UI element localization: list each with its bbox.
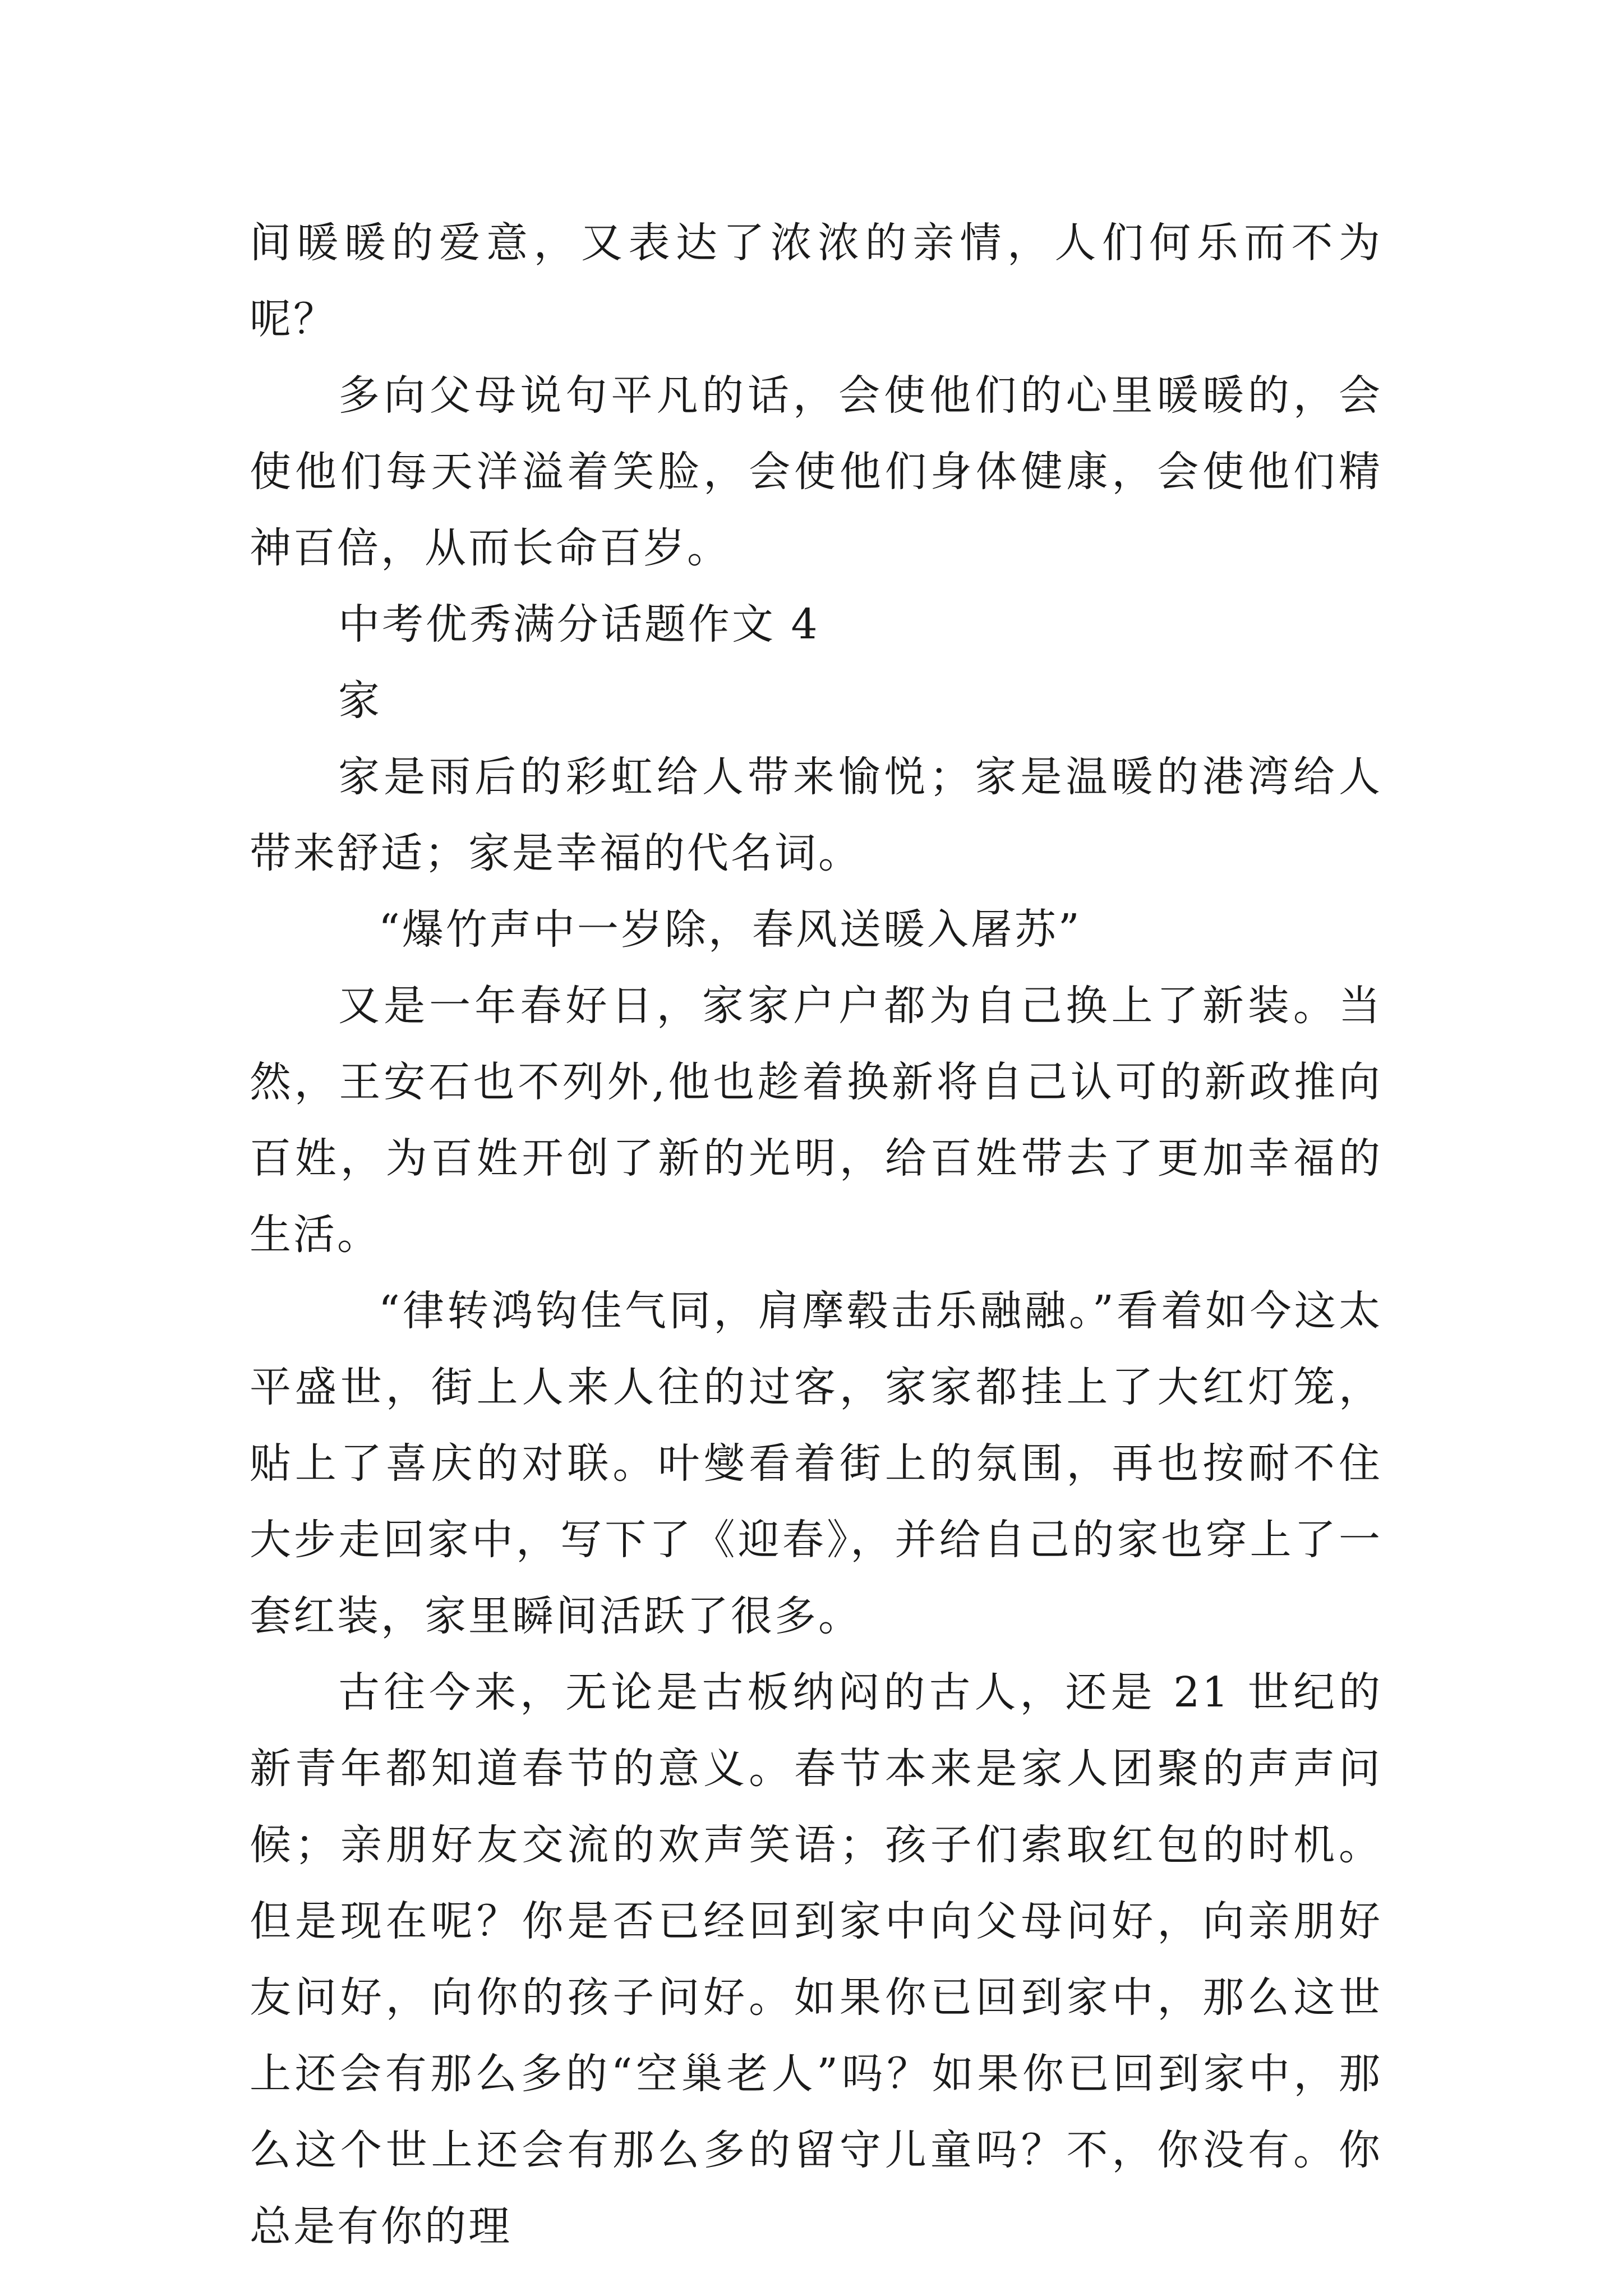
- paragraph: 家是雨后的彩虹给人带来愉悦；家是温暖的港湾给人带来舒适；家是幸福的代名词。: [250, 753, 1382, 877]
- essay-body: [250, 205, 1382, 2265]
- poem-quote: “爆竹声中一岁除，春风送暖入屠苏”: [379, 905, 1082, 954]
- essay-title: 家: [338, 677, 382, 725]
- paragraph: 多向父母说句平凡的话，会使他们的心里暖暖的，会使他们每天洋溢着笑脸，会使他们身体健康，会使他们精神百倍，从而长命百岁。: [250, 371, 1382, 572]
- paragraph-continuation: 间暖暖的爱意，又表达了浓浓的亲情，人们何乐而不为呢？: [250, 219, 1382, 343]
- essay-heading: 中考优秀满分话题作文 4: [338, 600, 820, 648]
- paragraph: 古往今来，无论是古板纳闷的古人，还是 21 世纪的新青年都知道春节的意义。春节本来是家人团聚的声声问候；亲朋好友交流的欢声笑语；孩子们索取红包的时机。但是现在呢？你是否已经回到家中向父母问好，向亲朋好友问好，向你的孩子问好。如果你已回到家中，那么这世上还会有那么多的“空巢老人”吗？如果你已回到家中，那么这个世上还会有那么多的留守儿童吗？不，你没有。你总是有你的理: [250, 1668, 1382, 2251]
- paragraph: “律转鸿钩佳气同，肩摩毂击乐融融。”看着如今这太平盛世，街上人来人往的过客，家家都挂上了大红灯笼，贴上了喜庆的对联。叶燮看着街上的氛围，再也按耐不住大步走回家中，写下了《迎春》，并给自己的家也穿上了一套红装，家里瞬间活跃了很多。: [250, 1287, 1382, 1640]
- paragraph: 又是一年春好日，家家户户都为自己换上了新装。当然，王安石也不列外,他也趁着换新将自己认可的新政推向百姓，为百姓开创了新的光明，给百姓带去了更加幸福的生活。: [250, 982, 1382, 1259]
